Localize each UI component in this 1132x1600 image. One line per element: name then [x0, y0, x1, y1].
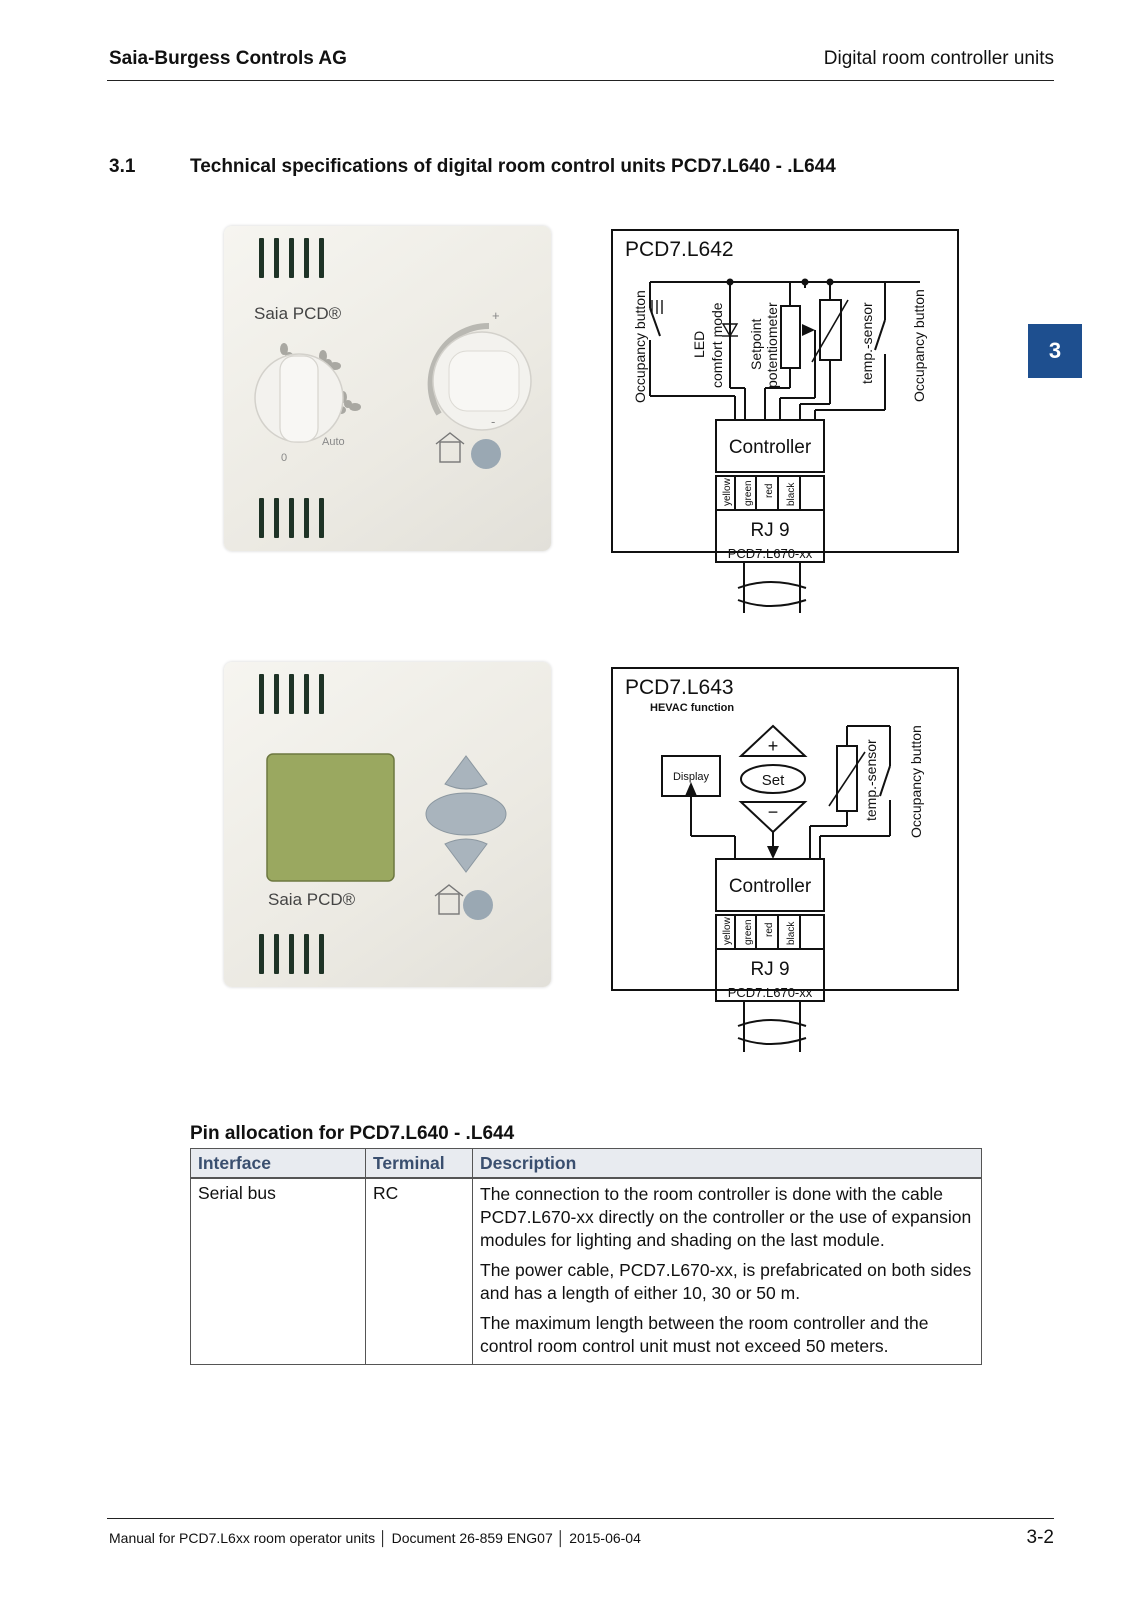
l642-led-label: LED — [691, 330, 707, 358]
l643-display-label: Display — [672, 771, 710, 783]
setpoint-plus-label: + — [492, 308, 500, 323]
device-photo-l643 — [224, 662, 551, 987]
l642-setpoint-label: Setpoint — [748, 318, 764, 370]
occupancy-button[interactable] — [471, 439, 501, 469]
section-number: 3.1 — [109, 156, 136, 177]
cell-terminal: RC — [366, 1178, 473, 1365]
cell-description — [473, 1178, 982, 1365]
device-l642-brand: Saia PCD® — [254, 304, 342, 323]
l643-temp-sensor-label: temp.-sensor — [863, 739, 879, 821]
l643-wire-black: black — [786, 921, 797, 945]
wiring-diagram-l643 — [610, 666, 962, 1066]
l642-occupancy-left-label: Occupancy button — [632, 290, 648, 403]
l643-occupancy-label: Occupancy button — [908, 725, 924, 838]
l642-temp-sensor-label: temp.-sensor — [859, 302, 875, 384]
home-icon — [440, 442, 460, 462]
cell-interface: Serial bus — [191, 1178, 366, 1365]
header-divider — [107, 80, 1054, 81]
footer-divider — [107, 1518, 1054, 1519]
pin-allocation-table — [190, 1148, 982, 1365]
section-title: Technical specifications of digital room control units PCD7.L640 - .L644 — [190, 156, 836, 177]
l642-wire-red: red — [764, 483, 775, 498]
header-doc-title: Digital room controller units — [823, 48, 1054, 69]
lcd-display — [267, 754, 394, 881]
chapter-tab: 3 — [1028, 324, 1082, 378]
l643-plus-label: + — [767, 736, 779, 756]
l643-cable-label: PCD7.L670-xx — [727, 985, 813, 1000]
l642-occupancy-right-label: Occupancy button — [911, 289, 927, 402]
pin-table-title: Pin allocation for PCD7.L640 - .L644 — [190, 1123, 515, 1144]
table-row — [191, 1178, 982, 1365]
col-interface: Interface — [191, 1149, 366, 1179]
device-l643-illustration — [224, 662, 551, 987]
down-arrow-button[interactable] — [445, 839, 487, 872]
l642-connector-label: RJ 9 — [750, 520, 790, 541]
occupancy-button-l643[interactable] — [463, 890, 493, 920]
l642-controller-label: Controller — [728, 437, 812, 458]
setpoint-minus-label: - — [491, 414, 496, 429]
l643-hevac-label: HEVAC function — [650, 702, 735, 714]
l643-connector-label: RJ 9 — [750, 959, 790, 980]
set-button[interactable] — [426, 793, 506, 835]
description-paragraph: The power cable, PCD7.L670-xx, is prefabricated on both sides and has a length of either 10, 30 or 50 m. — [480, 1260, 972, 1303]
l642-comfort-mode-label: comfort mode — [709, 302, 725, 388]
l642-potentiometer-label: potentiometer — [764, 302, 780, 388]
l642-wire-yellow: yellow — [722, 478, 733, 506]
up-arrow-button[interactable] — [445, 756, 487, 789]
header-company: Saia-Burgess Controls AG — [109, 48, 347, 69]
l642-wire-green: green — [743, 480, 754, 506]
diagram-l643-title: PCD7.L643 — [625, 676, 734, 699]
fan-label-off: 0 — [281, 452, 288, 464]
footer-page-number: 3-2 — [1026, 1527, 1054, 1548]
description-paragraph: The connection to the room controller is done with the cable PCD7.L670-xx directly on the controller or the use of expansion modules for lighting and shading on the last module. — [480, 1184, 972, 1250]
device-photo-l642 — [224, 226, 551, 551]
l643-wire-yellow: yellow — [722, 917, 733, 945]
device-l642-illustration — [224, 226, 551, 551]
fan-label-auto: Auto — [322, 436, 345, 448]
footer-manual-info: Manual for PCD7.L6xx room operator units │ Document 26-859 ENG07 │ 2015-06-04 — [109, 1530, 641, 1546]
diagram-l642-title: PCD7.L642 — [625, 238, 734, 261]
col-description: Description — [473, 1149, 982, 1179]
description-paragraph: The maximum length between the room controller and the control room control unit must not exceed 50 meters. — [480, 1313, 929, 1356]
l643-minus-label: − — [767, 802, 779, 822]
l643-wire-red: red — [764, 922, 775, 937]
col-terminal: Terminal — [366, 1149, 473, 1179]
l643-controller-label: Controller — [728, 876, 812, 897]
l643-wire-green: green — [743, 919, 754, 945]
home-icon-l643 — [439, 894, 459, 914]
l642-wire-black: black — [786, 482, 797, 506]
l643-set-label: Set — [761, 772, 785, 789]
device-l643-brand: Saia PCD® — [268, 890, 356, 909]
l642-cable-label: PCD7.L670-xx — [727, 546, 813, 561]
wiring-diagram-l642 — [610, 228, 962, 628]
